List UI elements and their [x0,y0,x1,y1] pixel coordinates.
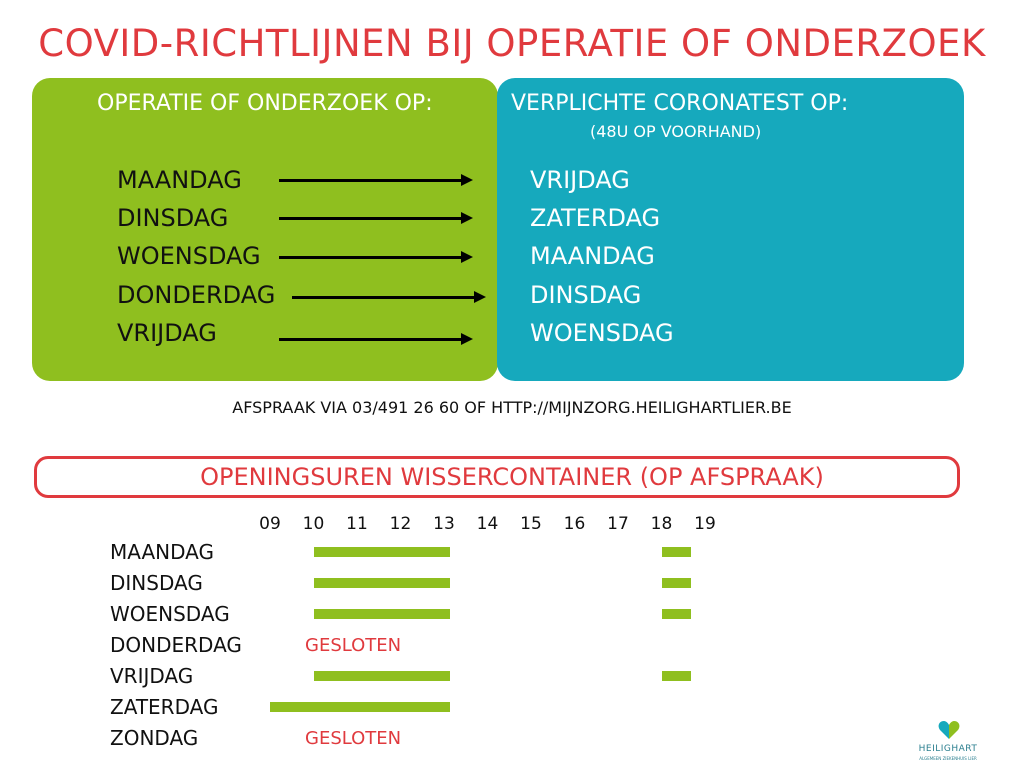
coronatest-day: MAANDAG [530,242,655,270]
logo-name: HEILIGHART [918,744,978,754]
schedule-day-label: DINSDAG [110,571,203,595]
hour-label: 19 [694,514,716,534]
coronatest-day: DINSDAG [530,281,642,309]
hour-label: 14 [476,514,499,534]
hour-label: 09 [259,514,281,534]
arrow-right-icon [292,296,482,299]
coronatest-heading: VERPLICHTE CORONATEST OP: [511,91,849,116]
logo-tagline: ALGEMEEN ZIEKENHUIS LIER [919,756,977,761]
surgery-day: MAANDAG [117,166,242,194]
opening-slot-bar [314,547,451,557]
surgery-day: DONDERDAG [117,281,276,309]
schedule-day-label: ZONDAG [110,726,199,750]
opening-slot-bar [314,609,451,619]
heart-logo-icon [938,720,960,740]
hour-label: 17 [607,514,629,534]
schedule-day-label: WOENSDAG [110,602,230,626]
coronatest-subheading: (48U OP VOORHAND) [590,122,762,141]
schedule-day-label: VRIJDAG [110,664,194,688]
hour-label: 10 [302,514,325,534]
hour-label: 11 [346,514,368,534]
opening-slot-bar [314,671,451,681]
opening-slot-bar [270,702,450,712]
hour-label: 18 [650,514,673,534]
hour-label: 13 [433,514,455,534]
opening-slot-bar [662,547,692,557]
arrow-right-icon [279,217,469,220]
surgery-heading: OPERATIE OF ONDERZOEK OP: [97,91,433,116]
hour-label: 15 [520,514,542,534]
surgery-day: DINSDAG [117,204,229,232]
coronatest-day: WOENSDAG [530,319,674,347]
arrow-right-icon [279,179,469,182]
opening-slot-bar [662,578,692,588]
opening-slot-bar [662,609,692,619]
opening-slot-bar [314,578,451,588]
schedule-title: OPENINGSUREN WISSERCONTAINER (OP AFSPRAAK) [200,463,824,491]
appointment-info: AFSPRAAK VIA 03/491 26 60 OF HTTP://MIJNZORG.HEILIGHARTLIER.BE [232,398,792,417]
schedule-day-label: ZATERDAG [110,695,219,719]
surgery-days-panel [32,78,498,381]
arrow-right-icon [279,338,469,341]
hour-label: 12 [389,514,412,534]
hour-label: 16 [563,514,586,534]
heilighart-logo [912,720,984,760]
schedule-day-label: MAANDAG [110,540,215,564]
closed-label: GESLOTEN [305,728,402,749]
surgery-day: VRIJDAG [117,319,217,347]
arrow-right-icon [279,256,469,259]
coronatest-day: VRIJDAG [530,166,630,194]
opening-slot-bar [662,671,692,681]
surgery-day: WOENSDAG [117,242,261,270]
page-title: COVID-RICHTLIJNEN BIJ OPERATIE OF ONDERZOEK [38,22,986,65]
schedule-day-label: DONDERDAG [110,633,242,657]
coronatest-day: ZATERDAG [530,204,661,232]
closed-label: GESLOTEN [305,635,402,656]
